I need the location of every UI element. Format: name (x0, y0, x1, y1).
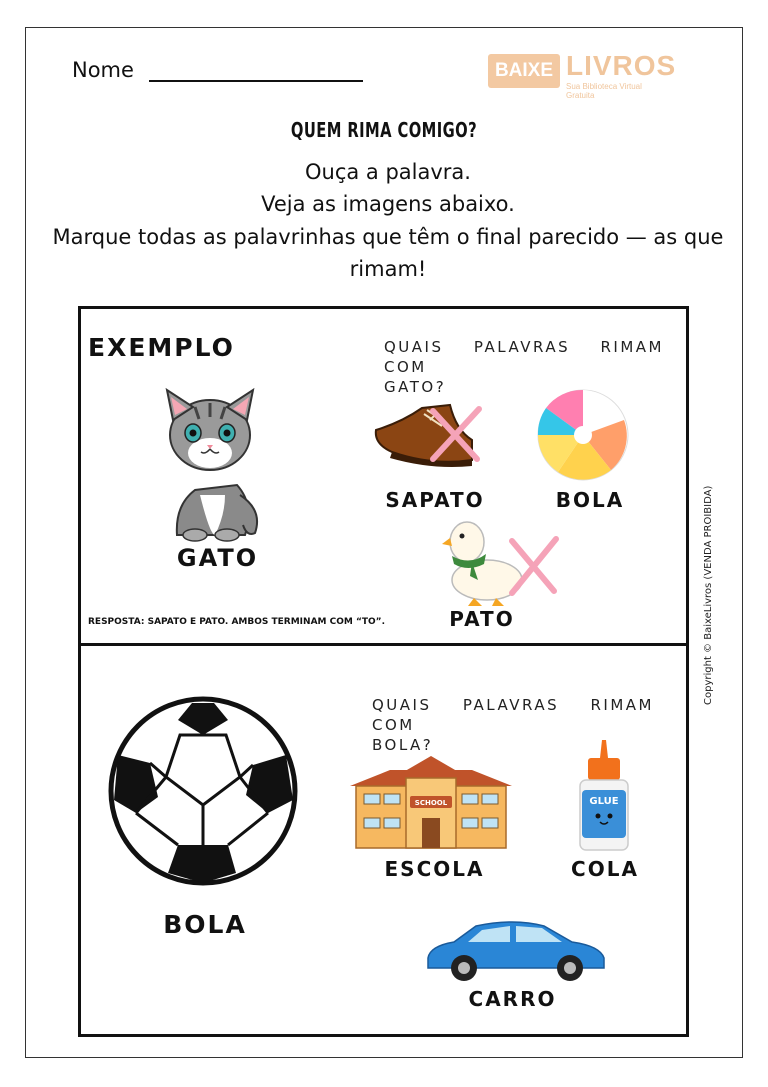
instruction-line: Marque todas as palavrinhas que têm o final parecido — as que (52, 225, 724, 249)
question-line: QUAIS PALAVRAS RIMAM COM (384, 338, 664, 376)
option-word[interactable]: PATO (449, 607, 515, 631)
logo-word: LIVROS (566, 50, 677, 81)
glue-icon (574, 740, 634, 852)
question-line: GATO? (384, 378, 447, 396)
logo-box: BAIXE (488, 54, 560, 88)
option-word[interactable]: COLA (571, 857, 639, 881)
car-icon (424, 918, 606, 984)
example-main-word: GATO (176, 544, 259, 572)
example-label: EXEMPLO (88, 333, 235, 362)
name-line[interactable] (149, 80, 363, 82)
cross-mark-icon (506, 535, 562, 597)
baixe-livros-logo (488, 42, 677, 100)
option-word[interactable]: ESCOLA (384, 857, 485, 881)
example-answer: RESPOSTA: SAPATO E PATO. AMBOS TERMINAM COM “TO”. (88, 617, 386, 627)
school-sign: SCHOOL (414, 799, 448, 807)
question-line: BOLA? (372, 736, 434, 754)
glue-label: GLUE (589, 796, 619, 807)
beach-ball-icon (536, 388, 630, 482)
worksheet-title: QUEM RIMA COMIGO? (290, 118, 478, 142)
copyright-notice: Copyright © BaixeLivros (VENDA PROIBIDA) (703, 485, 714, 705)
exercise-main-word: BOLA (163, 910, 247, 939)
instruction-line: rimam! (349, 257, 427, 281)
cross-mark-icon (425, 405, 485, 465)
option-word[interactable]: CARRO (468, 987, 557, 1011)
option-word[interactable]: BOLA (555, 488, 625, 512)
soccer-ball-icon (108, 695, 298, 887)
name-label: Nome (72, 58, 134, 82)
question-line: QUAIS PALAVRAS RIMAM COM (372, 696, 654, 734)
school-icon (350, 756, 512, 851)
instruction-line: Ouça a palavra. (305, 160, 471, 184)
logo-tagline: Sua Biblioteca Virtual Gratuita (566, 82, 642, 100)
option-word[interactable]: SAPATO (385, 488, 485, 512)
instruction-line: Veja as imagens abaixo. (261, 192, 515, 216)
cat-icon (155, 385, 265, 545)
